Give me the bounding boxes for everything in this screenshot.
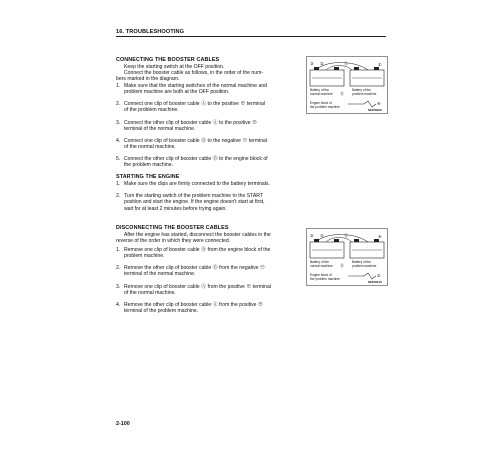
engine-clip-icon xyxy=(348,273,376,279)
marker-2: ② xyxy=(320,61,324,66)
marker-cable-a: Ⓐ xyxy=(344,233,348,238)
disconnecting-step-2 xyxy=(116,265,296,278)
disconnecting-step-3 xyxy=(116,284,296,297)
step-number: 2. xyxy=(116,193,121,199)
battery-right-icon xyxy=(350,67,384,86)
cable-a-line xyxy=(316,235,368,243)
cable-a-line xyxy=(316,63,368,71)
connecting-title: CONNECTING THE BOOSTER CABLES xyxy=(116,57,220,63)
marker-3: ③ xyxy=(320,233,324,238)
page-number: 2-100 xyxy=(116,421,130,427)
step-text: terminal of the problem machine. xyxy=(124,308,199,315)
step-text: Remove the other clip of booster cable Ⓑ from the negative ⊖ xyxy=(124,265,265,271)
label-left-line2: normal machine xyxy=(310,264,333,268)
label-left-line1: Battery of the xyxy=(310,260,329,264)
marker-4: ④ xyxy=(378,234,382,239)
label-right-line2: problem machine xyxy=(352,92,377,96)
starting-step-1 xyxy=(116,181,302,187)
step-text: problem machine. xyxy=(124,253,165,260)
step-number: 2. xyxy=(116,265,121,271)
connecting-intro xyxy=(116,64,298,83)
connecting-intro-line2: Connect the booster cable as follows, in the order of the num- xyxy=(124,69,264,76)
step-text: Remove one clip of booster cable Ⓐ from the positive ⊕ terminal xyxy=(124,284,271,290)
disconnecting-intro xyxy=(116,232,298,245)
step-text: Connect the other clip of booster cable Ⓑ to the engine block of xyxy=(124,156,268,162)
step-text: Make sure that the starting switches of the normal machine and xyxy=(124,83,267,89)
engine-block-line1: Engine block of xyxy=(310,273,332,277)
starting-step-2 xyxy=(116,193,302,212)
step-text: terminal of the normal machine. xyxy=(124,126,196,133)
step-number: 4. xyxy=(116,138,121,144)
booster-connect-diagram xyxy=(306,56,388,114)
marker-cable-b: Ⓑ xyxy=(340,91,344,96)
engine-block-line2: the problem machine xyxy=(310,277,340,281)
battery-left-icon xyxy=(310,239,344,258)
label-left-line1: Battery of the xyxy=(310,88,329,92)
connecting-step-4 xyxy=(116,138,296,151)
engine-block-line2: the problem machine xyxy=(310,105,340,109)
starting-title: STARTING THE ENGINE xyxy=(116,174,180,180)
step-number: 2. xyxy=(116,101,121,107)
step-text: wait for at least 2 minutes before trying again. xyxy=(124,205,227,212)
step-text: the problem machine. xyxy=(124,162,173,169)
section-header: 16. TROUBLESHOOTING xyxy=(116,29,185,35)
label-right-line1: Battery of the xyxy=(352,260,371,264)
step-number: 5. xyxy=(116,156,121,162)
step-text: Connect one clip of booster cable Ⓑ to the negative ⊖ terminal xyxy=(124,138,267,144)
disconnecting-title: DISCONNECTING THE BOOSTER CABLES xyxy=(116,225,229,231)
step-text: of the normal machine. xyxy=(124,290,176,297)
connecting-intro-line1: Keep the starting switch at the OFF position. xyxy=(124,63,225,70)
header-rule xyxy=(116,36,386,37)
marker-cable-a: Ⓐ xyxy=(344,61,348,66)
marker-4: ④ xyxy=(377,101,381,106)
step-number: 1. xyxy=(116,181,121,187)
step-text: Make sure the clips are firmly connected to the battery terminals. xyxy=(124,181,270,187)
engine-clip-icon xyxy=(348,101,376,107)
marker-1: ① xyxy=(378,62,382,67)
battery-right-icon xyxy=(350,239,384,258)
connecting-step-2 xyxy=(116,101,296,114)
label-right-line1: Battery of the xyxy=(352,88,371,92)
step-text: problem machine are both at the OFF position. xyxy=(124,89,230,96)
label-left-line2: normal machine xyxy=(310,92,333,96)
step-text: Connect one clip of booster cable Ⓐ to the positive ⊕ terminal xyxy=(124,101,266,107)
marker-3: ③ xyxy=(310,61,314,66)
engine-block-line1: Engine block of xyxy=(310,101,332,105)
step-text: Remove one clip of booster cable Ⓑ from the engine block of the xyxy=(124,247,271,253)
disconnecting-step-1 xyxy=(116,247,296,260)
step-text: Turn the starting switch of the problem machine to the START xyxy=(124,193,263,199)
step-number: 3. xyxy=(116,284,121,290)
disconnecting-step-4 xyxy=(116,302,296,315)
step-text: of the problem machine. xyxy=(124,107,179,114)
step-number: 1. xyxy=(116,83,121,89)
step-text: Remove the other clip of booster cable Ⓐ from the positive ⊕ xyxy=(124,302,264,308)
connecting-step-3 xyxy=(116,120,296,133)
connecting-step-1 xyxy=(116,83,296,96)
figure-code: 6E258410 xyxy=(368,280,382,284)
step-number: 3. xyxy=(116,120,121,126)
step-number: 4. xyxy=(116,302,121,308)
connecting-step-5 xyxy=(116,156,296,169)
battery-left-icon xyxy=(310,67,344,86)
marker-2: ② xyxy=(310,233,314,238)
booster-disconnect-diagram xyxy=(306,228,388,286)
step-text: position and start the engine. If the engine doesn't start at first, xyxy=(124,199,265,206)
disconnecting-intro-line1: After the engine has started, disconnect the booster cables in the xyxy=(124,231,271,238)
step-text: Connect the other clip of booster cable Ⓐ to the positive ⊕ xyxy=(124,120,258,126)
marker-cable-b: Ⓑ xyxy=(340,263,344,268)
step-text: terminal of the normal machine. xyxy=(124,271,196,278)
label-right-line2: problem machine xyxy=(352,264,377,268)
marker-1: ① xyxy=(377,273,381,278)
figure-code: 6E258300 xyxy=(368,108,382,112)
connecting-intro-line3: bers marked in the diagram. xyxy=(116,76,180,83)
disconnecting-intro-line2: reverse of the order in which they were connected. xyxy=(116,237,231,244)
step-text: of the normal machine. xyxy=(124,144,176,151)
step-number: 1. xyxy=(116,247,121,253)
